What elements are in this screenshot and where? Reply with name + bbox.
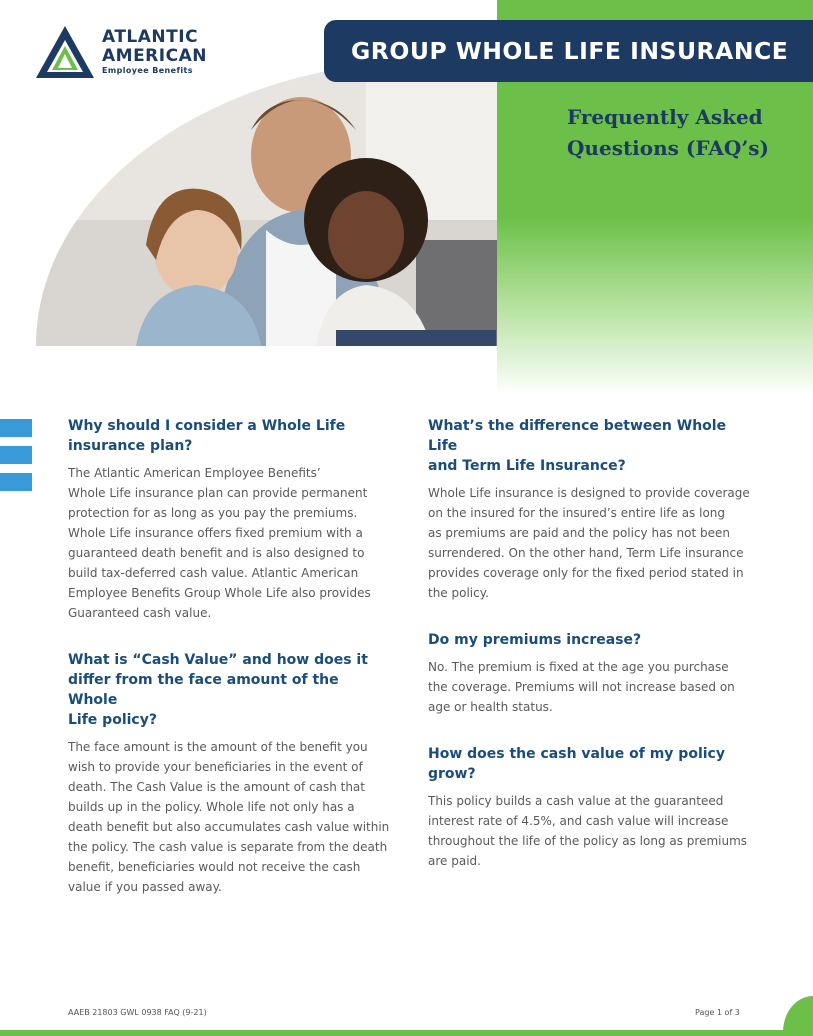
faq-question-line: How does the cash value of my policy grow? xyxy=(428,746,725,782)
faq-answer-line: Employee Benefits Group Whole Life also provides xyxy=(68,586,371,600)
faq-answer-line: on the insured for the insured’s entire life as long xyxy=(428,506,726,520)
faq-question-line: differ from the face amount of the Whole xyxy=(68,672,339,708)
faq-answer-line: protection for as long as you pay the premiums. xyxy=(68,506,358,520)
faq-question-line: and Term Life Insurance? xyxy=(428,458,626,474)
faq-answer-line: provides coverage only for the fixed period stated in xyxy=(428,566,744,580)
faq-answer-line: wish to provide your beneficiaries in the event of xyxy=(68,760,363,774)
title-banner xyxy=(324,20,813,82)
faq-answer-line: Whole Life insurance plan can provide permanent xyxy=(68,486,368,500)
faq-answer-line: age or health status. xyxy=(428,700,553,714)
faq-answer-line: Guaranteed cash value. xyxy=(68,606,212,620)
faq-answer-line: builds up in the policy. Whole life not only has a xyxy=(68,800,355,814)
faq-answer-line: guaranteed death benefit and is also designed to xyxy=(68,546,365,560)
faq-question xyxy=(428,744,748,784)
faq-answer-line: Whole Life insurance is designed to provide coverage xyxy=(428,486,750,500)
family-photo xyxy=(36,60,497,346)
faq-answer xyxy=(68,463,386,623)
faq-answer-line: Whole Life insurance offers fixed premium with a xyxy=(68,526,363,540)
side-tab-marker xyxy=(0,473,32,491)
faq-question xyxy=(428,630,748,650)
faq-question xyxy=(428,416,748,476)
bottom-accent-bar xyxy=(0,1030,813,1036)
logo-line-employee-benefits: Employee Benefits xyxy=(102,66,193,75)
faq-question-line: Life policy? xyxy=(68,712,157,728)
faq-answer xyxy=(68,737,390,897)
faq-answer-line: No. The premium is fixed at the age you purchase xyxy=(428,660,729,674)
faq-answer-line: surrendered. On the other hand, Term Life insurance xyxy=(428,546,744,560)
logo-mark-icon xyxy=(34,24,96,80)
faq-answer-line: value if you passed away. xyxy=(68,880,222,894)
faq-column-left xyxy=(68,416,390,924)
logo-wordmark xyxy=(102,28,207,76)
faq-answer-line: build tax-deferred cash value. Atlantic American xyxy=(68,566,359,580)
faq-heading xyxy=(567,102,797,164)
faq-answer-line: benefit, beneficiaries would not receive the cash xyxy=(68,860,361,874)
faq-answer-line: the policy. xyxy=(428,586,489,600)
side-tab-marker xyxy=(0,446,32,464)
faq-answer-line: death benefit but also accumulates cash value within xyxy=(68,820,390,834)
faq-answer xyxy=(428,483,748,603)
side-tab-markers xyxy=(0,419,32,500)
faq-column-right xyxy=(428,416,748,898)
faq-answer-line: The Atlantic American Employee Benefits’ xyxy=(68,466,321,480)
faq-answer-line: The face amount is the amount of the benefit you xyxy=(68,740,368,754)
faq-question xyxy=(68,650,386,730)
faq-question-line: insurance plan? xyxy=(68,438,193,454)
faq-answer xyxy=(428,791,748,871)
faq-answer-line: This policy builds a cash value at the guaranteed xyxy=(428,794,724,808)
family-photo-illustration xyxy=(36,60,497,346)
page-title: GROUP WHOLE LIFE INSURANCE xyxy=(351,37,789,65)
faq-answer-line: as premiums are paid and the policy has not been xyxy=(428,526,730,540)
faq-heading-line2: Questions (FAQ’s) xyxy=(567,136,770,160)
faq-question-line: What is “Cash Value” and how does it xyxy=(68,652,368,668)
faq-question-line: Do my premiums increase? xyxy=(428,632,642,648)
corner-accent xyxy=(783,996,813,1032)
faq-answer-line: interest rate of 4.5%, and cash value will increase xyxy=(428,814,729,828)
faq-question-line: Why should I consider a Whole Life xyxy=(68,418,346,434)
page-number: Page 1 of 3 xyxy=(695,1008,740,1017)
logo-line-atlantic: ATLANTIC xyxy=(102,27,199,47)
faq-answer-line: are paid. xyxy=(428,854,481,868)
faq-question-line: What’s the difference between Whole Life xyxy=(428,418,727,454)
side-tab-marker xyxy=(0,419,32,437)
faq-answer-line: the policy. The cash value is separate from the death xyxy=(68,840,388,854)
faq-answer-line: the coverage. Premiums will not increase based on xyxy=(428,680,735,694)
faq-answer xyxy=(428,657,748,717)
document-code: AAEB 21803 GWL 0938 FAQ (9-21) xyxy=(68,1008,207,1017)
faq-heading-line1: Frequently Asked xyxy=(567,105,763,129)
faq-answer-line: death. The Cash Value is the amount of cash that xyxy=(68,780,365,794)
faq-question xyxy=(68,416,386,456)
logo-line-american: AMERICAN xyxy=(102,46,207,66)
faq-answer-line: throughout the life of the policy as long as premiums xyxy=(428,834,748,848)
